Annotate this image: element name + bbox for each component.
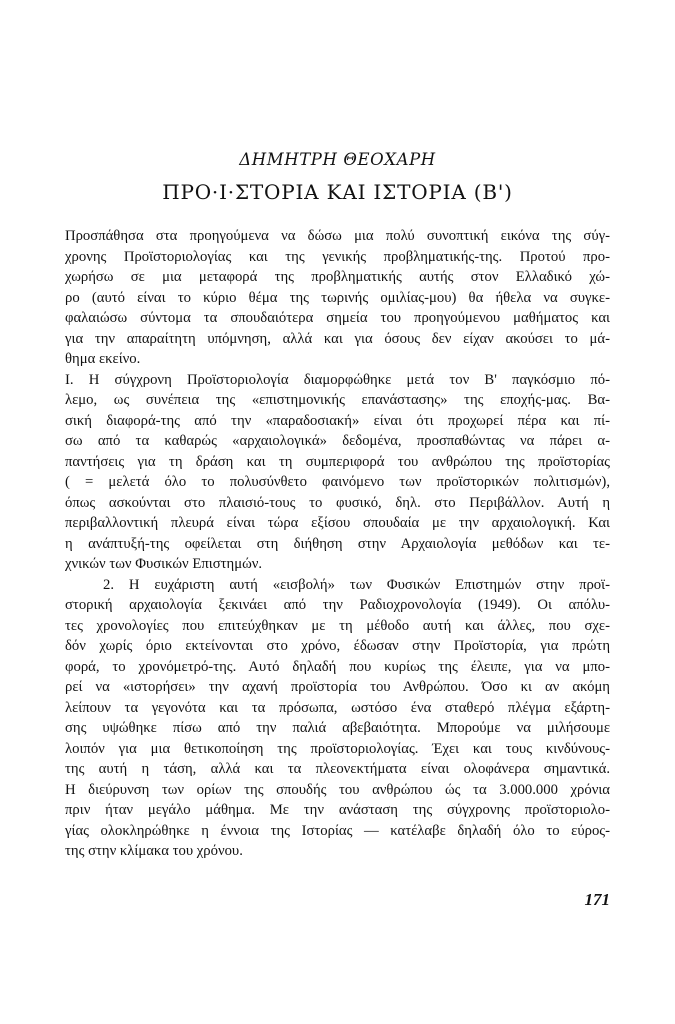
text-line: λοιπόν για μια θετικοποίηση της προϊστοριολογίας. Έχει και τους κινδύνους- xyxy=(65,740,610,757)
text-line: περιβαλλοντική πλευρά είναι τώρα εξίσου σπουδαία με την αρχαιολογική. Και xyxy=(65,515,610,531)
text-line: ( = μελετά όλο το πολυσύνθετο φαινόμενο των προϊστορικών πολιτισμών), xyxy=(65,474,610,490)
text-line: ρο (αυτό είναι το κύριο θέμα της τωρινής ομιλίας-μου) θα ήθελα να συγκε- xyxy=(65,289,610,306)
text-line: στορική αρχαιολογία ξεκινάει από την Ραδιοχρονολογία (1949). Οι απόλυ- xyxy=(65,597,610,613)
text-line: Ι. Η σύγχρονη Προϊστοριολογία διαμορφώθηκε μετά τον Β' παγκόσμιο πό- xyxy=(65,371,610,388)
text-line: φαλαιώσω σύντομα τα σπουδαιότερα σημεία του προηγούμενου μαθήματος και xyxy=(65,310,610,326)
text-line: θημα εκείνο. xyxy=(65,351,141,367)
text-line: χνικών των Φυσικών Επιστημών. xyxy=(65,556,263,572)
text-line: φορά, το χρονόμετρό-της. Αυτό δηλαδή που κυρίως της έλειπε, για να μπο- xyxy=(65,658,610,675)
text-line: σης υψώθηκε πίσω από την παλιά αβεβαιότητα. Μπορούμε να μιλήσουμε xyxy=(65,720,610,736)
text-line: ρεί να «ιστορήσει» την αχανή προϊστορία του Ανθρώπου. Όσο κι αν ακόμη xyxy=(65,679,610,695)
paragraph xyxy=(65,575,610,862)
text-line: Η διεύρυνση των ορίων της σπουδής του ανθρώπου ώς τα 3.000.000 χρόνια xyxy=(65,781,610,798)
text-line: η ανάπτυξή-της οφείλεται στη διήθηση στην Αρχαιολογία μεθόδων και τε- xyxy=(65,535,610,552)
text-line: παντήσεις για τη δράση και τη συμπεριφορά του ανθρώπου της προϊστορίας xyxy=(65,453,610,470)
text-line: χωρήσω σε μια μεταφορά της προβληματικής αυτής στον Ελλαδικό χώ- xyxy=(65,269,610,285)
chapter-title: ΠΡΟ·Ι·ΣΤΟΡΙΑ ΚΑΙ ΙΣΤΟΡΙΑ (Β') xyxy=(162,180,513,204)
text-line: γίας ολοκληρώθηκε η έννοια της Ιστορίας — κατέλαβε δηλαδή όλο το εύρος- xyxy=(65,822,610,839)
body-text xyxy=(65,226,610,862)
text-line: σική διαφορά-της από την «παραδοσιακή» είναι ότι προχωρεί πέρα και πί- xyxy=(65,412,610,429)
text-line: χρονης Προϊστοριολογίας και της γενικής προβληματικής-της. Προτού προ- xyxy=(65,248,610,265)
text-line: λεμο, ως συνέπεια της «επιστημονικής επανάστασης» της εποχής-μας. Βα- xyxy=(65,392,610,408)
author-name: ΔΗΜΗΤΡΗ ΘΕΟΧΑΡΗ xyxy=(239,150,436,169)
text-line: της αυτή η τάση, αλλά και τα πλεονεκτήματα είναι ολοφάνερα σημαντικά. xyxy=(65,761,610,777)
text-line: για την απαραίτητη υπόμνηση, αλλά και για όσους δεν είχαν ακούσει το μά- xyxy=(65,330,610,347)
text-line: της στην κλίμακα του χρόνου. xyxy=(65,843,243,859)
paragraph xyxy=(65,226,610,370)
text-line: 2. Η ευχάριστη αυτή «εισβολή» των Φυσικών Επιστημών στην προϊ- xyxy=(103,576,610,593)
text-line: σω από τα καθαρώς «αρχαιολογικά» δεδομένα, προσπαθώντας να πάρει α- xyxy=(65,433,610,449)
text-line: πριν ήταν μεγάλο μάθημα. Με την ανάσταση της σύγχρονης προϊστοριολο- xyxy=(65,802,610,818)
text-line: λείπουν τα γεγονότα και τα πρόσωπα, ωστόσο ένα σταθερό πλέγμα εξάρτη- xyxy=(65,699,610,716)
text-line: όπως ασκούνται στο πλαισιό-τους το φυσικό, δηλ. στο Περιβάλλον. Αυτή η xyxy=(65,494,610,511)
page-number: 171 xyxy=(584,890,610,909)
text-line: δόν χωρίς όριο εκτείνονται στο χρόνο, έδωσαν στην Προϊστορία, για πρώτη xyxy=(65,638,610,654)
text-line: τες χρονολογίες που επιτεύχθηκαν με τη μέθοδο αυτή και άλλες, που σχε- xyxy=(65,617,610,634)
text-line: Προσπάθησα στα προηγούμενα να δώσω μια πολύ συνοπτική εικόνα της σύγ- xyxy=(65,228,610,244)
paragraph xyxy=(65,370,610,575)
